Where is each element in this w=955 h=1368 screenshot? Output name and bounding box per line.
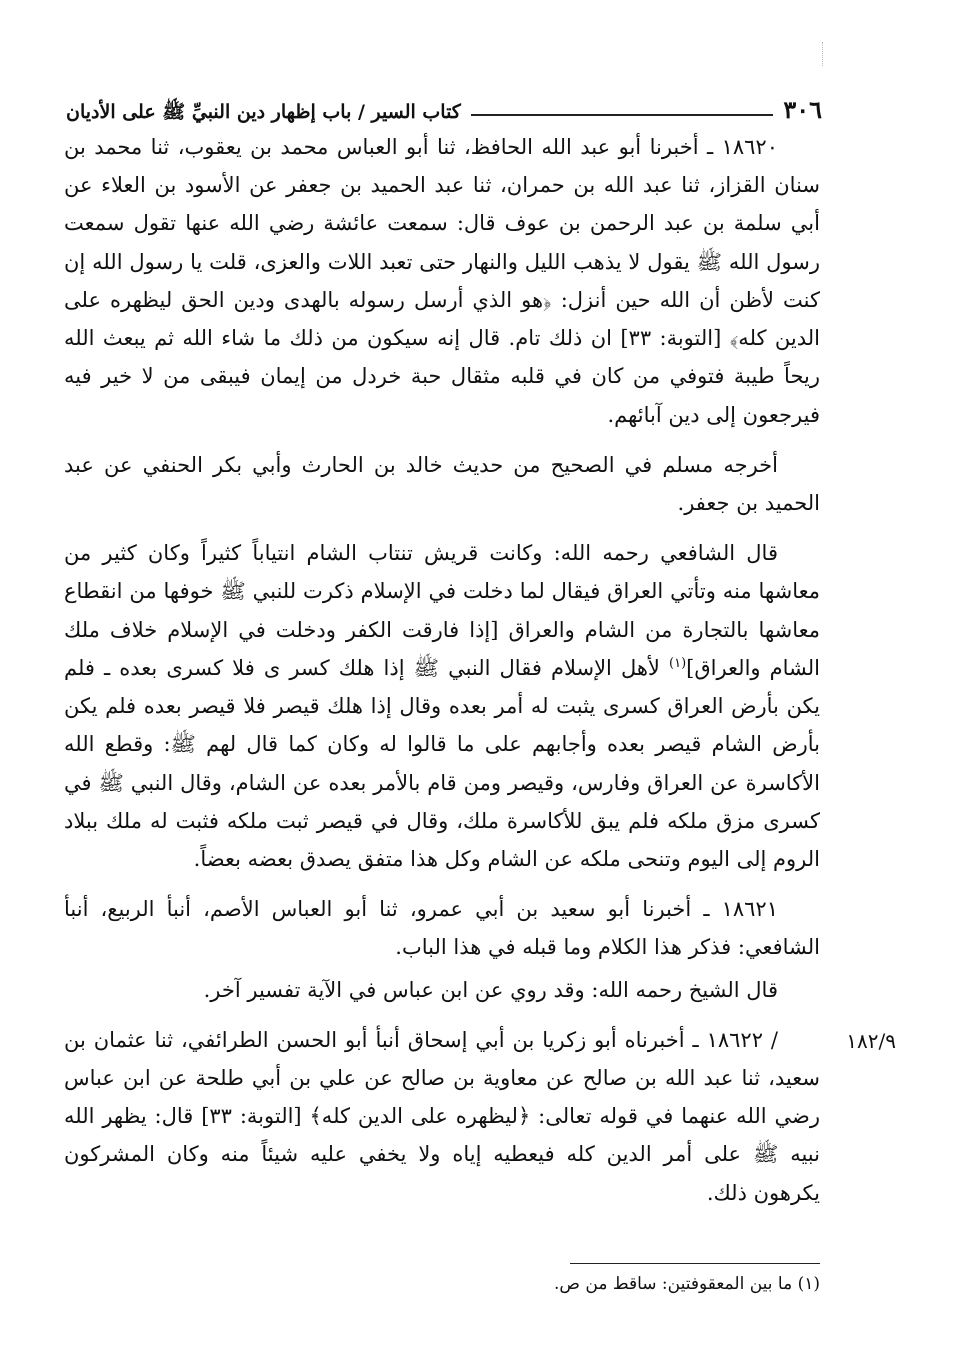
scan-mark (822, 42, 824, 66)
hadith-18622-text: / ١٨٦٢٢ ـ أخبرناه أبو زكريا بن أبي إسحاق أنبأ أبو الحسن الطرائفي، ثنا عثمان بن سعيد، ثنا عبد الله بن صالح عن معاوية بن صالح عن علي بن أبي طلحة عن ابن عباس رضي الله عنهما في قوله تعالى: ﴿ليظهره على الدين كله﴾ [التوبة: ٣٣] قال: يظهر الله نبيه ﷺ على أمر الدين كله فيعطيه إياه ولا يخفي عليه شيئاً منه وكان المشركون يكرهون ذلك. (64, 1027, 820, 1205)
hadith-18621: ١٨٦٢١ ـ أخبرنا أبو سعيد بن أبي عمرو، ثنا أبو العباس الأصم، أنبأ الربيع، أنبأ الشافعي: فذكر هذا الكلام وما قبله في هذا الباب. (64, 897, 820, 960)
takhrij-paragraph: أخرجه مسلم في الصحيح من حديث خالد بن الحارث وأبي بكر الحنفي عن عبد الحميد بن جعفر. (64, 452, 820, 515)
running-header (66, 82, 822, 122)
hadith-18620: ١٨٦٢٠ ـ أخبرنا أبو عبد الله الحافظ، ثنا أبو العباس محمد بن يعقوب، ثنا محمد بن سنان القزاز، ثنا عبد الله بن حمران، ثنا عبد الحميد بن جعفر عن الأسود بن العلاء عن أبي سلمة بن عبد الرحمن بن عوف قال: سمعت عائشة رضي الله عنها تقول سمعت رسول الله ﷺ يقول لا يذهب الليل والنهار حتى تعبد اللات والعزى، قلت يا رسول الله إن كنت لأظن أن الله حين أنزل: ﴿هو الذي أرسل رسوله بالهدى ودين الحق ليظهره على الدين كله﴾ [التوبة: ٣٣] ان ذلك تام. قال إنه سيكون من ذلك ما شاء الله ثم يبعث الله ريحاً طيبة فتوفي من كان في قلبه مثقال حبة خردل من إيمان فيبقى من لا خير فيه فيرجعون إلى دين آبائهم. (64, 135, 820, 427)
footnote-separator (570, 1263, 820, 1264)
running-title: كتاب السير / باب إظهار دين النبيِّ ﷺ على الأديان (66, 101, 461, 123)
shafii-text-before-note: قال الشافعي رحمه الله: وكانت قريش تنتاب الشام انتياباً كثيراً وكان كثير من معاشها منه وتأتي العراق فيقال لما دخلت في الإسلام ذكرت للنبي ﷺ خوفها من انقطاع معاشها بالتجارة من الشام والعراق [إذا فارقت الكفر ودخلت في الإسلام خلاف ملك الشام والعراق] (64, 541, 820, 680)
shafii-paragraph (64, 534, 820, 878)
sheikh-remark: قال الشيخ رحمه الله: وقد روي عن ابن عباس في الآية تفسير آخر. (203, 977, 778, 1002)
footnote: (١) ما بين المعقوفتين: ساقط من ص. (554, 1274, 820, 1294)
margin-reference: ١٨٢/٩ (846, 1028, 896, 1053)
hadith-18622 (64, 1021, 896, 1212)
header-rule (471, 114, 773, 116)
shafii-text-after-note: لأهل الإسلام فقال النبي ﷺ إذا هلك كسر ى فلا كسرى بعده ـ فلم يكن بأرض العراق كسرى يثبت له أمر بعده وقال إذا هلك قيصر فلا قيصر بعده فلم يكن بأرض الشام قيصر بعده وأجابهم على ما قالوا له وكان كما قال لهم ﷺ: وقطع الله الأكاسرة عن العراق وفارس، وقيصر ومن قام بالأمر بعده عن الشام، وقال النبي ﷺ في كسرى مزق ملكه فلم يبق للأكاسرة ملك، وقال في قيصر ثبت ملكه فثبت له ملك ببلاد الروم إلى اليوم وتنحى ملكه عن الشام وكل هذا متفق يصدق بعضه بعضاً. (64, 655, 820, 871)
footnote-marker: (١) (669, 655, 687, 671)
page-number: ٣٠٦ (783, 95, 822, 124)
page-body (64, 128, 896, 1224)
